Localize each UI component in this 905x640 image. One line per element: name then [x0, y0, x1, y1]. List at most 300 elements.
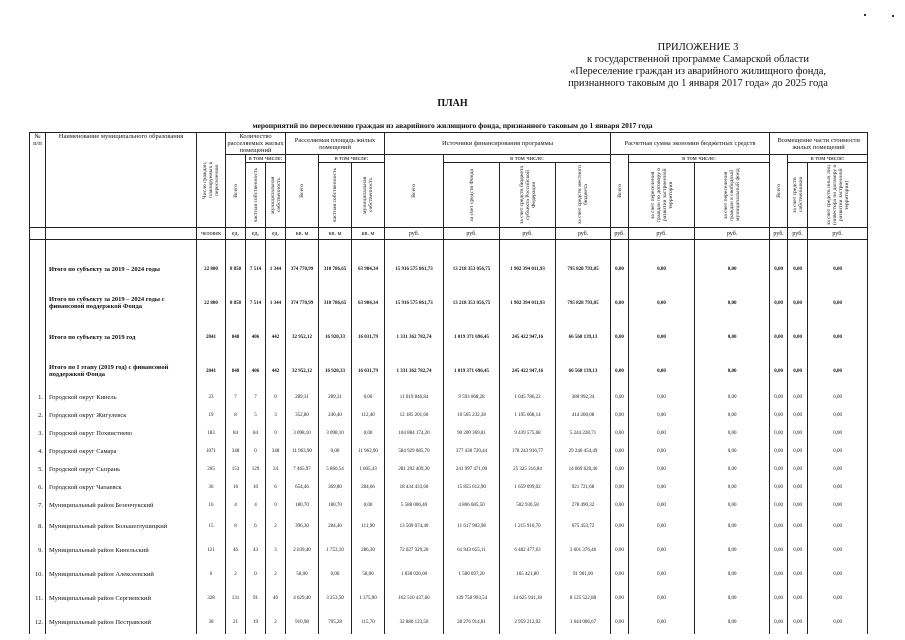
row-name: Итого по субъекту за 2019 год — [46, 320, 197, 354]
appendix-header — [533, 42, 863, 90]
table-row — [30, 320, 868, 354]
col-header-comp-owners — [788, 163, 808, 228]
spacer-cell — [770, 240, 788, 253]
unit-cell — [30, 228, 46, 240]
row-value: 16 031,79 — [352, 320, 385, 354]
table-body — [30, 240, 868, 635]
row-value: 0,00 — [788, 286, 808, 320]
row-value: 0,00 — [695, 514, 770, 538]
row-value: 675 453,72 — [556, 514, 611, 538]
col-header-sources-total-text: Всего — [411, 184, 418, 198]
row-value: 9 439 575,68 — [500, 424, 556, 442]
row-value: 1 753,10 — [319, 538, 352, 562]
spacer-cell — [266, 240, 286, 253]
col-header-comp-total — [770, 155, 788, 228]
row-value: 153 — [226, 460, 246, 478]
row-name: Муниципальный район Сергиевский — [46, 586, 197, 610]
row-value: 90 200 369,81 — [444, 424, 500, 442]
row-value: 0,00 — [788, 320, 808, 354]
row-value: 0,00 — [788, 478, 808, 496]
row-value: 328 — [197, 586, 226, 610]
unit-cell: руб. — [556, 228, 611, 240]
row-value: 13 509 074,40 — [385, 514, 444, 538]
row-value: 0,00 — [611, 388, 629, 406]
row-number: 9. — [30, 538, 46, 562]
row-value: 0,00 — [629, 286, 695, 320]
row-value: 19 — [246, 610, 266, 634]
row-value: 4 — [226, 496, 246, 514]
row-value: 1 344 — [266, 286, 286, 320]
row-value: 1071 — [197, 442, 226, 460]
row-value: 284,66 — [352, 478, 385, 496]
row-number — [30, 252, 46, 286]
row-value: 0,00 — [770, 286, 788, 320]
row-value: 178 243 916,77 — [500, 442, 556, 460]
row-value: 795,28 — [319, 610, 352, 634]
row-value: 2 — [266, 610, 286, 634]
row-value: 921 721,68 — [556, 478, 611, 496]
row-value: 278 490,32 — [556, 496, 611, 514]
row-name: Городской округ Жигулевск — [46, 406, 197, 424]
row-value: 22 800 — [197, 252, 226, 286]
row-value: 23 — [197, 388, 226, 406]
row-value: 15 — [197, 514, 226, 538]
row-number: 2. — [30, 406, 46, 424]
row-number: 1. — [30, 388, 46, 406]
row-value: 0,00 — [770, 320, 788, 354]
row-value: 369,80 — [319, 478, 352, 496]
spacer-cell — [197, 240, 226, 253]
row-value: 0,00 — [611, 286, 629, 320]
row-value: 8 858 — [226, 286, 246, 320]
row-value: 84 — [246, 424, 266, 442]
row-value: 6 — [246, 514, 266, 538]
row-value: 0,00 — [695, 286, 770, 320]
row-value: 19 — [197, 406, 226, 424]
row-value: 241 997 471,00 — [444, 460, 500, 478]
row-number — [30, 286, 46, 320]
row-value: 66 568 139,13 — [556, 354, 611, 388]
table-row — [30, 442, 868, 460]
row-value: 3 601 376,46 — [556, 538, 611, 562]
row-value: 25 325 316,84 — [500, 460, 556, 478]
row-value: 111,90 — [352, 514, 385, 538]
row-value: 7 — [246, 388, 266, 406]
unit-cell: руб. — [629, 228, 695, 240]
row-value: 0,00 — [788, 496, 808, 514]
table-row — [30, 388, 868, 406]
row-value: 28 276 914,81 — [444, 610, 500, 634]
row-value: 0,00 — [808, 442, 868, 460]
row-value: 0,00 — [808, 354, 868, 388]
row-value: 1 215 916,70 — [500, 514, 556, 538]
row-value: 352,80 — [286, 406, 319, 424]
row-value: 0,00 — [808, 496, 868, 514]
unit-cell: руб. — [770, 228, 788, 240]
row-value: 0,00 — [611, 320, 629, 354]
col-header-sav-developer-text: за счет переселения граждан по договору о развитии застроенной территории — [649, 167, 674, 223]
col-header-area-total-text: Всего — [299, 184, 306, 198]
row-value: 2 959 212,02 — [500, 610, 556, 634]
row-value: 3 — [266, 538, 286, 562]
row-value: 7 514 — [246, 252, 266, 286]
col-header-rooms-total-text: Всего — [232, 184, 239, 198]
row-value: 442 — [266, 320, 286, 354]
row-number — [30, 320, 46, 354]
row-value: 1 344 — [266, 252, 286, 286]
row-value: 281 292 409,30 — [385, 460, 444, 478]
row-value: 15 916 575 861,73 — [385, 252, 444, 286]
spacer-cell — [385, 240, 444, 253]
spacer-cell — [286, 240, 319, 253]
row-name: Муниципальный район Кинельский — [46, 538, 197, 562]
unit-cell: руб. — [808, 228, 868, 240]
col-header-people — [197, 133, 226, 228]
spacer-row — [30, 240, 868, 253]
row-value: 0,00 — [788, 562, 808, 586]
row-value: 183 — [197, 424, 226, 442]
row-value: 0,00 — [352, 496, 385, 514]
table-row — [30, 586, 868, 610]
row-value: 584 929 085,70 — [385, 442, 444, 460]
row-name: Городской округ Чапаевск — [46, 478, 197, 496]
row-value: 0,00 — [770, 562, 788, 586]
row-value: 0,00 — [695, 586, 770, 610]
row-value: 1 045 786,22 — [500, 388, 556, 406]
col-header-subject-budget — [500, 163, 556, 228]
row-value: 91 — [246, 586, 266, 610]
row-value: 348 — [266, 442, 286, 460]
row-value: 0,00 — [770, 354, 788, 388]
row-value: 10 — [246, 478, 266, 496]
row-value: 0,00 — [770, 252, 788, 286]
spacer-cell — [611, 240, 629, 253]
row-value: 0,00 — [808, 252, 868, 286]
col-header-sav-free-fund-text: за счет переселения граждан в свободный муниципальный фонд — [723, 168, 742, 222]
row-value: 0,00 — [788, 514, 808, 538]
unit-cell: кв. м — [286, 228, 319, 240]
unit-cell: ед. — [266, 228, 286, 240]
row-value: 180,70 — [319, 496, 352, 514]
row-value: 0,00 — [352, 424, 385, 442]
col-header-rooms-incl: в том числе: — [246, 155, 286, 163]
row-value: 112,40 — [352, 406, 385, 424]
row-value: 0,00 — [808, 460, 868, 478]
row-value: 0,00 — [788, 586, 808, 610]
unit-cell: руб. — [444, 228, 500, 240]
row-value: 61 943 655,11 — [444, 538, 500, 562]
row-value: 8 125 522,88 — [556, 586, 611, 610]
row-value: 0,00 — [695, 320, 770, 354]
row-value: 6 — [266, 478, 286, 496]
row-value: 0,00 — [629, 538, 695, 562]
row-value: 0,00 — [808, 478, 868, 496]
col-header-rooms-municipal — [266, 163, 286, 228]
col-header-sources-group: Источники финансирования программы — [385, 133, 611, 155]
row-value: 91 901,00 — [556, 562, 611, 586]
row-value: 0,00 — [808, 586, 868, 610]
row-value: 1 580 697,20 — [444, 562, 500, 586]
row-value: 1 195 668,14 — [500, 406, 556, 424]
appendix-line-3: признанного таковым до 1 января 2017 года» до 2025 года — [568, 78, 828, 89]
row-name: Муниципальный район Безенчукский — [46, 496, 197, 514]
row-value: 0,00 — [629, 514, 695, 538]
row-value: 245 422 947,16 — [500, 354, 556, 388]
row-value: 58,00 — [352, 562, 385, 586]
scan-dot — [892, 15, 894, 17]
row-value: 0,00 — [770, 514, 788, 538]
row-value: 16 031,79 — [352, 354, 385, 388]
row-value: 72 027 329,20 — [385, 538, 444, 562]
row-value: 0,00 — [611, 514, 629, 538]
table-row — [30, 460, 868, 478]
col-header-comp-total-text: Всего — [775, 184, 782, 198]
row-value: 32 952,12 — [286, 320, 319, 354]
row-value: 0,00 — [611, 538, 629, 562]
row-value: 58,00 — [286, 562, 319, 586]
spacer-cell — [788, 240, 808, 253]
col-header-comp-other-text: за счет средств иных лиц (инвестора по договору о развитии застроенной территории) — [825, 164, 850, 226]
col-header-compensation-group: Возмещение части стоимости жилых помещений — [770, 133, 868, 155]
row-value: 14 625 941,18 — [500, 586, 556, 610]
row-value: 0,00 — [808, 610, 868, 634]
row-name: Итого по I этапу (2019 год) с финансовой поддержкой Фонда — [46, 354, 197, 388]
row-value: 442 — [266, 354, 286, 388]
row-value: 0,00 — [629, 562, 695, 586]
row-value: 1 019 371 696,45 — [444, 320, 500, 354]
row-value: 32 952,12 — [286, 354, 319, 388]
row-value: 310 786,65 — [319, 286, 352, 320]
row-value: 0,00 — [770, 460, 788, 478]
row-name: Муниципальный район Алексеевский — [46, 562, 197, 586]
row-value: 1 902 394 011,93 — [500, 252, 556, 286]
row-value: 7 514 — [246, 286, 266, 320]
row-value: 286,30 — [352, 538, 385, 562]
row-name: Городской округ Сызрань — [46, 460, 197, 478]
col-header-savings-total-text: Всего — [616, 184, 623, 198]
row-value: 0 — [246, 442, 266, 460]
row-value: 795 828 793,05 — [556, 252, 611, 286]
col-header-sav-developer — [629, 163, 695, 228]
appendix-line-1: к государственной программе Самарской области — [586, 54, 810, 65]
row-value: 4 629,40 — [286, 586, 319, 610]
appendix-line-2: «Переселение граждан из аварийного жилищного фонда, — [570, 66, 826, 77]
row-value: 1 644 006,67 — [556, 610, 611, 634]
row-value: 2 — [226, 562, 246, 586]
unit-cell: руб. — [695, 228, 770, 240]
row-value: 30 — [197, 610, 226, 634]
row-value: 16 920,33 — [319, 354, 352, 388]
row-value: 348 — [226, 442, 246, 460]
col-header-name: Наименование муниципального образования — [46, 133, 197, 228]
row-value: 0,00 — [808, 538, 868, 562]
row-value: 654,46 — [286, 478, 319, 496]
row-value: 0,00 — [808, 406, 868, 424]
col-header-subject-budget-text: за счет средств бюджета субъекта Российской Федерации — [518, 166, 537, 224]
resettlement-table-wrapper — [29, 132, 867, 634]
row-value: 0,00 — [629, 252, 695, 286]
row-value: 284,40 — [319, 514, 352, 538]
table-row — [30, 354, 868, 388]
col-header-fund-text: за счет средств Фонда — [468, 168, 475, 222]
row-value: 396,30 — [286, 514, 319, 538]
row-value: 2 039,40 — [286, 538, 319, 562]
row-value: 0,00 — [352, 388, 385, 406]
row-value: 0,00 — [788, 442, 808, 460]
row-value: 0,00 — [695, 460, 770, 478]
row-value: 2 — [266, 562, 286, 586]
row-value: 115,70 — [352, 610, 385, 634]
row-value: 180,70 — [286, 496, 319, 514]
row-value: 104 884 174,20 — [385, 424, 444, 442]
row-name: Городской округ Похвистнево — [46, 424, 197, 442]
row-value: 0,00 — [770, 538, 788, 562]
row-value: 0,00 — [770, 586, 788, 610]
unit-cell: кв. м — [352, 228, 385, 240]
table-row — [30, 538, 868, 562]
row-value: 2 — [266, 514, 286, 538]
row-value: 2041 — [197, 354, 226, 388]
resettlement-table — [29, 132, 868, 634]
row-value: 63 984,34 — [352, 252, 385, 286]
unit-cell: ед. — [246, 228, 266, 240]
table-row — [30, 424, 868, 442]
row-name: Городской округ Самара — [46, 442, 197, 460]
spacer-cell — [226, 240, 246, 253]
row-value: 0,00 — [611, 354, 629, 388]
row-value: 8 — [226, 406, 246, 424]
row-value: 129 — [246, 460, 266, 478]
row-value: 0,00 — [611, 496, 629, 514]
row-value: 0,00 — [695, 424, 770, 442]
row-value: 0,00 — [808, 424, 868, 442]
row-value: 0,00 — [788, 424, 808, 442]
row-value: 0,00 — [695, 478, 770, 496]
row-value: 13 218 353 056,75 — [444, 252, 500, 286]
unit-cell: руб. — [788, 228, 808, 240]
row-value: 22 800 — [197, 286, 226, 320]
table-row — [30, 562, 868, 586]
row-value: 0,00 — [695, 496, 770, 514]
row-value: 11 963,90 — [286, 442, 319, 460]
row-value: 0 — [266, 388, 286, 406]
row-value: 0,00 — [695, 406, 770, 424]
row-number: 5. — [30, 460, 46, 478]
row-number: 4. — [30, 442, 46, 460]
row-number: 6. — [30, 478, 46, 496]
col-header-sources-incl: в том числе: — [444, 155, 611, 163]
row-value: 795 828 793,05 — [556, 286, 611, 320]
row-value: 3 253,50 — [319, 586, 352, 610]
col-header-savings-incl: в том числе: — [629, 155, 770, 163]
col-header-rooms-group: Количество расселяемых жилых помещений — [227, 133, 284, 154]
row-value: 3 098,10 — [319, 424, 352, 442]
row-value: 0,00 — [808, 562, 868, 586]
row-value: 0,00 — [770, 442, 788, 460]
row-value: 0,00 — [770, 478, 788, 496]
col-header-people-text: Число граждан, планируемых к переселению — [202, 161, 220, 199]
row-number: 8. — [30, 514, 46, 538]
row-value: 310 786,65 — [319, 252, 352, 286]
row-value: 502 930,58 — [500, 496, 556, 514]
unit-cell: человек — [197, 228, 226, 240]
row-value: 406 — [246, 354, 266, 388]
row-value: 121 — [197, 538, 226, 562]
row-value: 16 920,33 — [319, 320, 352, 354]
row-value: 0,00 — [611, 442, 629, 460]
row-value: 374 770,99 — [286, 252, 319, 286]
unit-cell — [46, 228, 197, 240]
row-value: 0,00 — [770, 388, 788, 406]
row-value: 0,00 — [629, 388, 695, 406]
row-value: 13 218 353 056,75 — [444, 286, 500, 320]
row-value: 15 855 612,90 — [444, 478, 500, 496]
row-name: Итого по субъекту за 2019 – 2024 годы — [46, 252, 197, 286]
col-header-area-incl: в том числе: — [319, 155, 385, 163]
row-value: 63 984,34 — [352, 286, 385, 320]
row-value: 0,00 — [788, 538, 808, 562]
row-value: 0,00 — [319, 562, 352, 586]
table-row — [30, 286, 868, 320]
row-value: 0,00 — [611, 406, 629, 424]
unit-cell: ед. — [226, 228, 246, 240]
row-value: 5 — [246, 406, 266, 424]
spacer-cell — [808, 240, 868, 253]
row-name: Итого по субъекту за 2019 – 2024 годы с финансовой поддержкой Фонда — [46, 286, 197, 320]
col-header-area-private — [319, 163, 352, 228]
col-header-rooms-private-text: частная собственность — [252, 167, 259, 223]
row-value: 1 331 362 782,74 — [385, 354, 444, 388]
row-value: 40 — [266, 586, 286, 610]
row-number: 11. — [30, 586, 46, 610]
row-value: 5 588 006,40 — [385, 496, 444, 514]
row-value: 910,98 — [286, 610, 319, 634]
row-name: Муниципальный район Большеглушицкий — [46, 514, 197, 538]
row-value: 43 — [246, 538, 266, 562]
row-value: 16 — [226, 478, 246, 496]
row-value: 1 375,90 — [352, 586, 385, 610]
row-value: 0,00 — [629, 586, 695, 610]
row-value: 7 — [226, 388, 246, 406]
unit-cell: руб. — [500, 228, 556, 240]
row-value: 0,00 — [695, 388, 770, 406]
col-header-area-private-text: частная собственность — [332, 167, 339, 223]
row-value: 5 244 228,71 — [556, 424, 611, 442]
row-value: 0,00 — [808, 514, 868, 538]
row-value: 377 438 720,44 — [444, 442, 500, 460]
row-value: 265 — [197, 460, 226, 478]
row-value: 0,00 — [788, 406, 808, 424]
row-name: Городской округ Кинель — [46, 388, 197, 406]
row-value: 0,00 — [695, 442, 770, 460]
row-value: 0,00 — [695, 610, 770, 634]
row-number — [30, 354, 46, 388]
col-header-savings-group: Расчетная сумма экономии бюджетных средств — [611, 133, 770, 155]
row-value: 11 963,90 — [352, 442, 385, 460]
appendix-title: ПРИЛОЖЕНИЕ 3 — [657, 42, 739, 53]
row-value: 4 — [246, 496, 266, 514]
row-value: 162 510 437,60 — [385, 586, 444, 610]
row-value: 0,00 — [629, 320, 695, 354]
row-value: 11 617 903,98 — [444, 514, 500, 538]
row-value: 6 482 477,63 — [500, 538, 556, 562]
row-value: 848 — [226, 354, 246, 388]
row-value: 84 — [226, 424, 246, 442]
row-name: Муниципальный район Пестравский — [46, 610, 197, 634]
row-value: 10 565 232,38 — [444, 406, 500, 424]
row-value: 12 185 201,60 — [385, 406, 444, 424]
scan-dot — [864, 14, 866, 16]
